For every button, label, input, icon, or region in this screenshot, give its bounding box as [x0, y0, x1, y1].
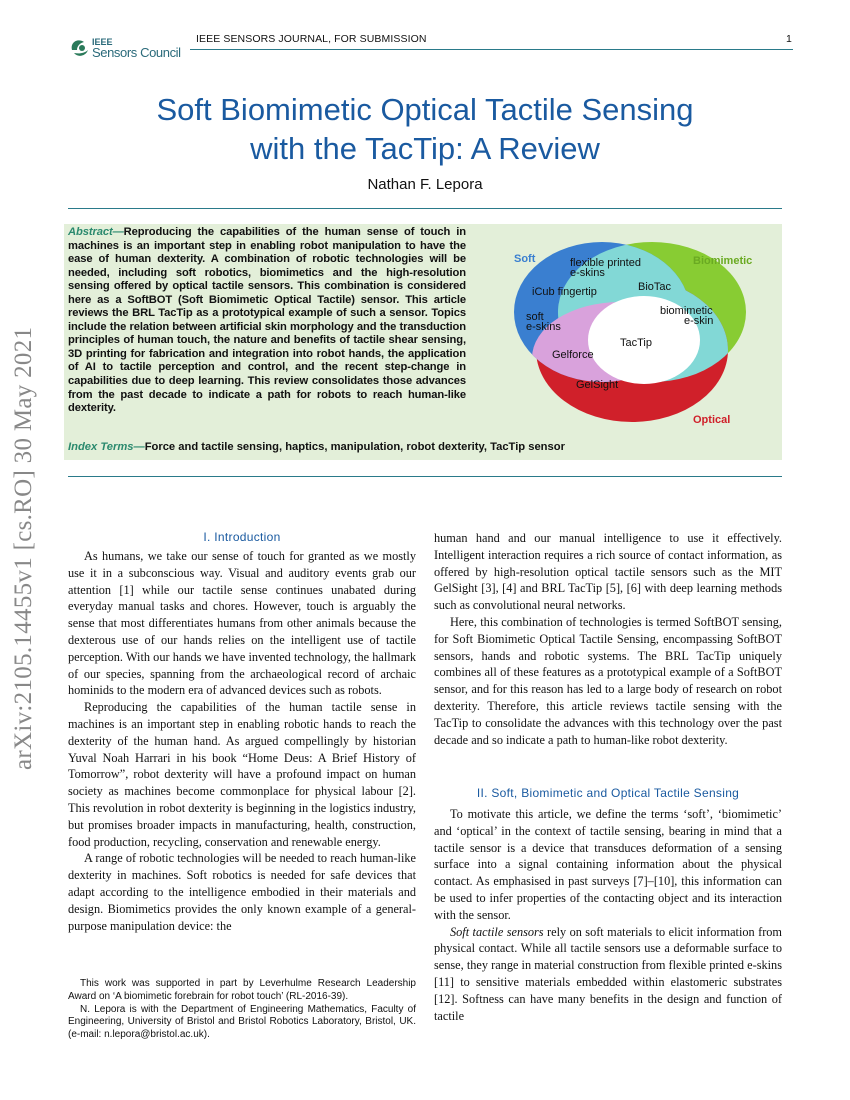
paragraph: To motivate this article, we define the terms ‘soft’, ‘biomimetic’ and ‘optical’ in the context of tactile sensing, bearing in mind that a tactile sensor is a device that transduces deformation of a sensing surface into a signal containing information about the physical contact. As emphasised in past surveys [7]–[10], this information can be used to infer properties of the contacting object and its interaction with the sensor. — [434, 807, 782, 922]
abstract-label: Abstract— — [68, 226, 124, 238]
logo-ieee-text: IEEE — [92, 37, 113, 47]
abstract-rule — [68, 476, 782, 477]
label-flexible-1: flexible printed — [570, 257, 641, 269]
softbot-venn-diagram — [508, 240, 760, 434]
label-soft: Soft — [514, 253, 536, 265]
footnote-affiliation: N. Lepora is with the Department of Engineering Mathematics, Faculty of Engineering, University of Bristol and Bristol Robotics Laboratory, Bristol, UK. (e-mail: n.lepora@bristol.ac.uk). — [68, 1003, 416, 1041]
section-2-title: II. Soft, Biomimetic and Optical Tactile Sensing — [476, 786, 740, 800]
label-flexible-2: e-skins — [570, 267, 605, 279]
index-terms-text: Force and tactile sensing, haptics, manipulation, robot dexterity, TacTip sensor — [144, 441, 565, 453]
label-biotac: BioTac — [638, 281, 672, 293]
label-optical: Optical — [693, 414, 731, 426]
footnote-funding: This work was supported in part by Leverhulme Research Leadership Award on ‘A biomimetic forebrain for robot touch’ (RL-2016-39). — [68, 978, 416, 1002]
label-soft-eskins-2: e-skins — [526, 321, 561, 333]
paragraph — [434, 924, 782, 1025]
footnotes — [68, 978, 416, 1042]
ieee-sensors-council-logo — [68, 34, 188, 60]
section-1-title: I. Introduction — [203, 530, 281, 544]
title-line-2: with the TacTip: A Review — [250, 131, 600, 166]
label-gelsight: GelSight — [576, 379, 619, 391]
label-gelforce: Gelforce — [552, 349, 594, 361]
author: Nathan F. Lepora — [367, 176, 483, 193]
paragraph: human hand and our manual intelligence to use it effectively. Intelligent interaction requires a rich source of contact information, as offered by high-resolution optical tactile sensors such as the MIT GelSight [3], [4] and BRL TacTip [5], [6] with deep learning methods such as convolutional neural networks. — [434, 531, 782, 613]
right-column — [434, 530, 782, 748]
index-terms — [68, 441, 565, 453]
paper-title — [0, 90, 850, 168]
paragraph: As humans, we take our sense of touch for granted as we mostly use it in a subconscious way. Visual and auditory events grab our attention [1] while our tactile sense continues unabated during everyday manual tasks and chores. However, touch is arguably the sense that most differentiates humans from other animals because the dexterous use of our hands relies on the intelligent use of tactile perception. With our hands we have invented technology, the hallmark of our species, spanning from the archaeological record of archaic hominids to the modern era of advanced devices such as robots. — [68, 549, 416, 698]
journal-header: IEEE SENSORS JOURNAL, FOR SUBMISSION — [196, 33, 427, 45]
paragraph: Reproducing the capabilities of the human tactile sense in machines is an important step in enabling robotic hands to reach the dexterity of the human hand. As argued compellingly by historian Yuval Noah Harrari in his book “Home Deus: A Brief History of Tomorrow”, robot dexterity will have a profound impact on human society as machines become commonplace for physical labour [2]. This revolution in robot dexterity is beginning in the logistics industry, but promises broader impacts in manufacturing, health, construction, food production, recycling, conservation and renewable energy. — [68, 700, 416, 849]
paragraph: A range of robotic technologies will be needed to reach human-like dexterity in machines. Soft robotics is needed for safe devices that adapt according to the intelligence embodied in their materials and design. Biomimetics provides the only known example of a general-purpose manipulation device: the — [68, 851, 416, 933]
right-column-sec2 — [434, 806, 782, 1024]
paragraph: Here, this combination of technologies is termed SoftBOT sensing, for Soft Biomimetic Optical Tactile Sensing, encompassing SoftBOT sensors, hands and robotic systems. The BRL TacTip uniquely combines all of these features as a prototypical example of a SoftBOT sensor, and for this reason has led to a large body of research on robot dexterity. Therefore, this article reviews tactile sensing with the TacTip to consolidate the advances with this technology over the past decade and so indicate a path to human-like robot dexterity. — [434, 614, 782, 747]
label-tactip: TacTip — [620, 337, 652, 349]
label-icub: iCub fingertip — [532, 286, 597, 298]
title-line-1: Soft Biomimetic Optical Tactile Sensing — [156, 92, 694, 127]
label-biomimetic-eskin-1: biomimetic — [660, 305, 713, 317]
title-rule — [68, 208, 782, 209]
abstract-text: Reproducing the capabilities of the human sense of touch in machines is an important step in enabling robot manipulation to have the ease of human dexterity. A combination of robotic technologies will be needed, including soft robotics, biomimetics and the high-resolution sensing offered by optical tactile sensors. This combination is considered here as a SoftBOT (Soft Biomimetic Optical Tactile) sensor. This article reviews the BRL TacTip as a prototypical example of such a sensor. Topics include the relation between artificial skin morphology and the transduction principles of human touch, the nature and benefits of tactile shear sensing, 3D printing for fabrication and integration into robot hands, the application of AI to tactile perception and control, and the recent step-change in capabilities due to deep learning. This review consolidates those advances from the past decade to indicate a path for robots to reach human-like dexterity. — [68, 226, 466, 415]
emphasis: Soft tactile sensors — [450, 924, 544, 939]
abstract — [68, 226, 466, 416]
arxiv-stamp: arXiv:2105.14455v1 [cs.RO] 30 May 2021 — [10, 326, 37, 770]
label-biomimetic-eskin-2: e-skin — [684, 315, 714, 327]
left-column — [68, 548, 416, 934]
paragraph-text: rely on soft materials to elicit information from physical contact. While all tactile sensors use a deformable surface to sense, they range in material construction from flexible printed e-skins [11] to sensitive materials embedded within elastomeric substrates [12]. Softness can have many benefits in the design and function of tactile — [434, 924, 783, 1023]
page-number: 1 — [786, 33, 792, 45]
index-terms-label: Index Terms— — [68, 441, 145, 453]
header-rule — [190, 49, 793, 50]
label-biomimetic: Biomimetic — [693, 255, 753, 267]
label-soft-eskins-1: soft — [526, 311, 544, 323]
logo-council-text: Sensors Council — [92, 45, 181, 60]
